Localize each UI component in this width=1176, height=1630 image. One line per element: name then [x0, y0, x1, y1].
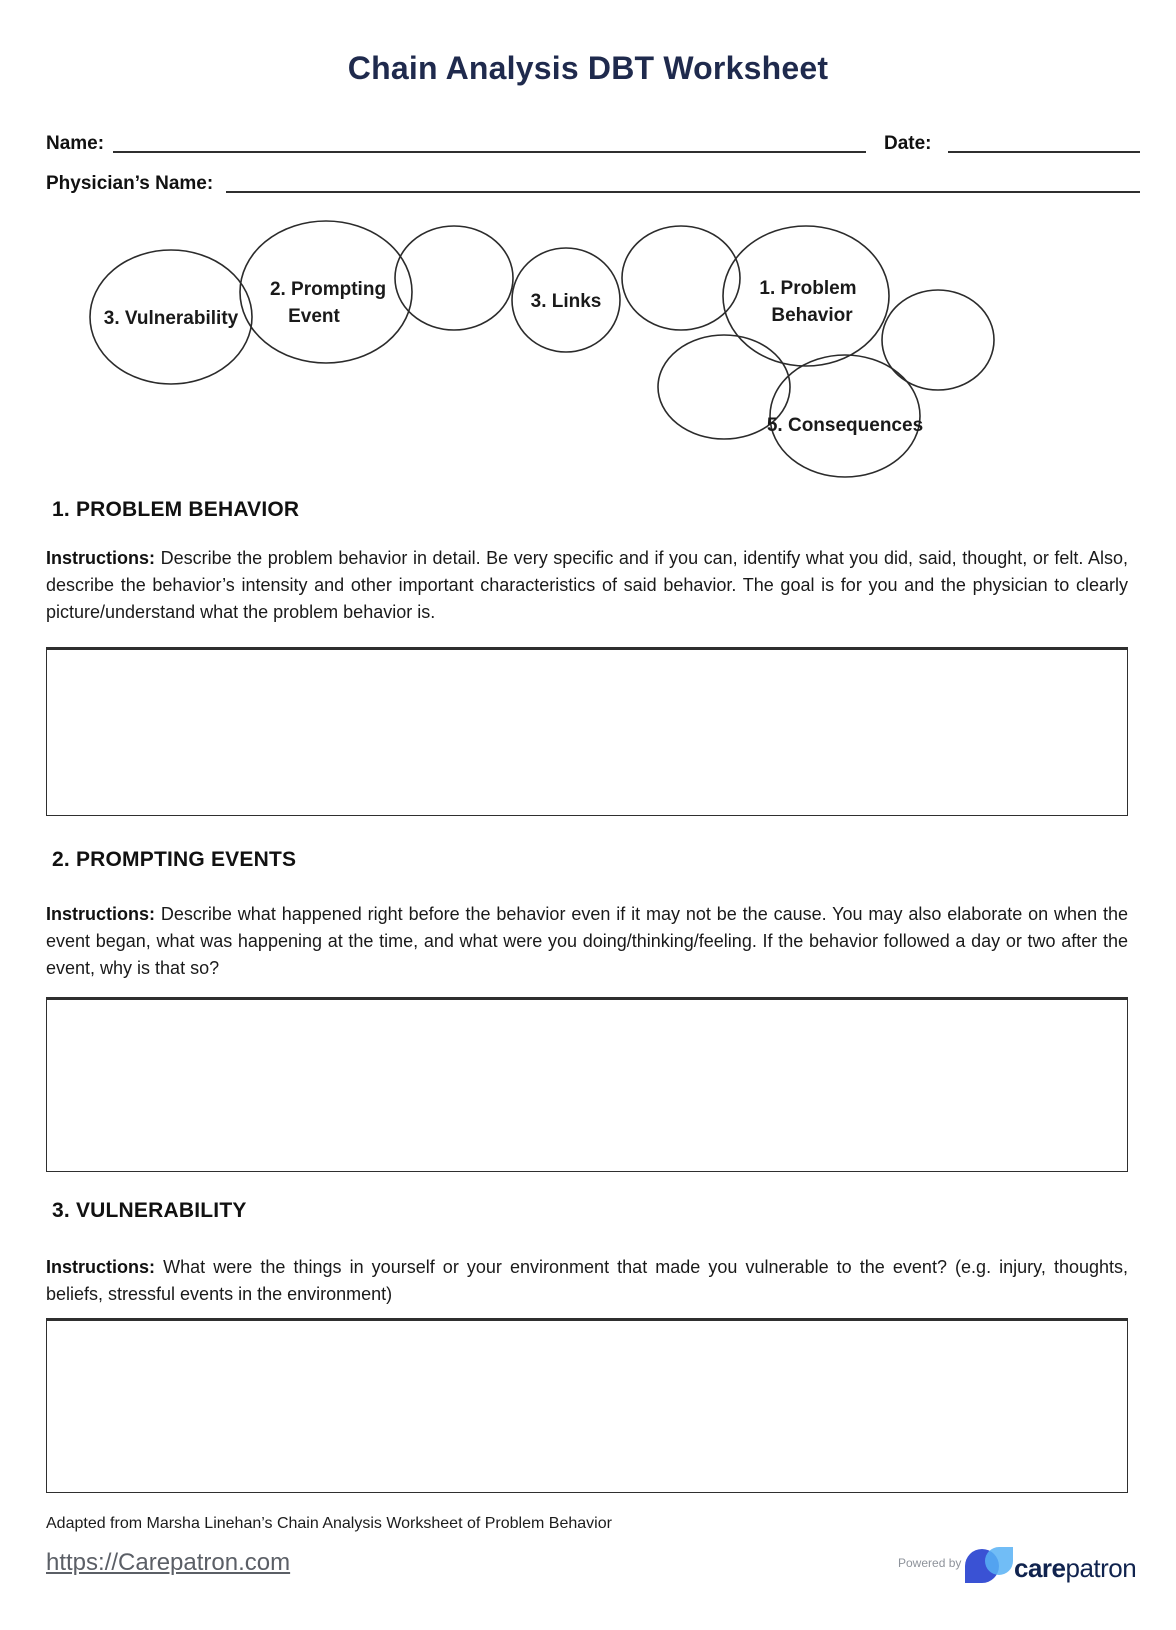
section-2-heading: 2. PROMPTING EVENTS	[52, 848, 297, 871]
prompting-events-response-box[interactable]	[46, 997, 1128, 1172]
chain-circle-empty-1	[395, 226, 513, 330]
vulnerability-response-box[interactable]	[46, 1318, 1128, 1493]
prompting-event-circle-label-line2: Event	[288, 306, 340, 327]
section-2-instructions-label: Instructions:	[46, 904, 156, 924]
carepatron-link[interactable]: https://Carepatron.com	[46, 1549, 291, 1576]
section-1-instructions-label: Instructions:	[46, 548, 156, 568]
section-2-instructions	[46, 901, 1128, 982]
section-2-instructions-text: Describe what happened right before the behavior even if it may not be the cause. You may also elaborate on when the event began, what was happening at the time, and what were you doing/thinking/feeling. If the behavior followed a day or two after the event, why is that so?	[46, 904, 1128, 978]
carepatron-logo-icon	[960, 1542, 1018, 1588]
prompting-event-circle-label-line1: 2. Prompting	[269, 279, 387, 300]
chain-circle-empty-3	[882, 290, 994, 390]
section-1-instructions-text: Describe the problem behavior in detail. Be very specific and if you can, identify what you did, said, thought, or felt. Also, describe the behavior’s intensity and other important characteristics of said behavior. The goal is for you and the physician to clearly picture/understand what the problem behavior is.	[46, 548, 1128, 622]
consequences-circle-label: 5. Consequences	[766, 415, 924, 436]
vulnerability-circle-label: 3. Vulnerability	[103, 308, 239, 329]
date-label: Date:	[884, 133, 932, 154]
section-3-instructions-text: What were the things in yourself or your environment that made you vulnerable to the event? (e.g. injury, thoughts, beliefs, stressful events in the environment)	[46, 1257, 1128, 1304]
links-circle-label: 3. Links	[530, 291, 602, 312]
brand-care: care	[1014, 1553, 1066, 1583]
name-label: Name:	[46, 133, 105, 154]
section-1-heading: 1. PROBLEM BEHAVIOR	[52, 498, 300, 521]
section-3-heading: 3. VULNERABILITY	[52, 1199, 247, 1222]
page-title: Chain Analysis DBT Worksheet	[347, 50, 829, 86]
section-1-instructions	[46, 545, 1128, 626]
chain-circle-empty-2	[622, 226, 740, 330]
attribution-text: Adapted from Marsha Linehan’s Chain Analysis Worksheet of Problem Behavior	[46, 1515, 612, 1532]
physician-name-label: Physician’s Name:	[46, 173, 214, 194]
problem-behavior-circle-label-line1: 1. Problem	[759, 278, 857, 299]
powered-by-label: Powered by	[898, 1556, 962, 1570]
chain-diagram	[0, 0, 1176, 500]
brand-patron: patron	[1065, 1553, 1137, 1583]
carepatron-wordmark	[1014, 1553, 1136, 1584]
logo-bubble-light	[985, 1547, 1013, 1575]
problem-behavior-response-box[interactable]	[46, 647, 1128, 816]
section-3-instructions	[46, 1254, 1128, 1308]
section-3-instructions-label: Instructions:	[46, 1257, 156, 1277]
problem-behavior-circle-label-line2: Behavior	[771, 305, 853, 326]
